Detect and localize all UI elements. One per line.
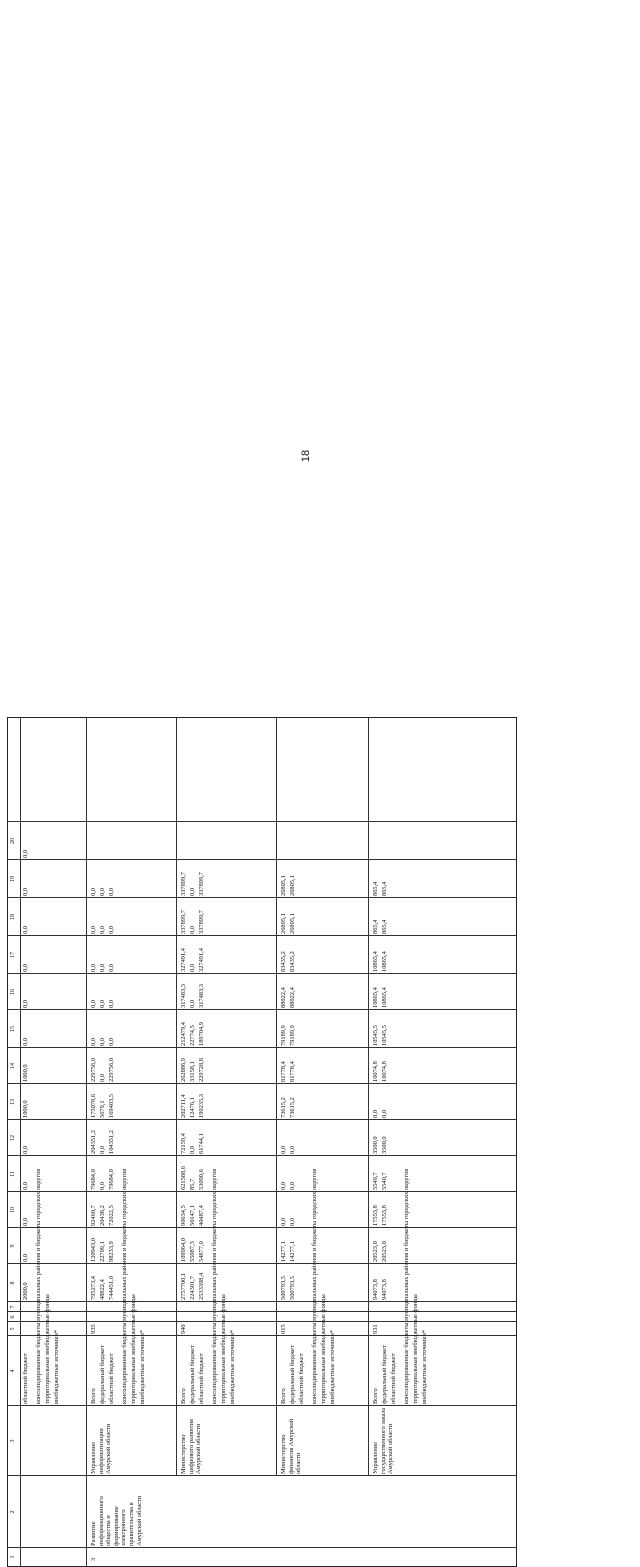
column-divider [8, 973, 516, 974]
source-label: территориальные внебюджетные фонды [130, 1294, 137, 1404]
cell-value: 337899,7 [198, 872, 205, 896]
cell-value: 795273,4 [90, 1276, 97, 1300]
program-name: Развитие информационного общества и формирование электронного правительства в Амурской области [90, 1495, 143, 1546]
header-cell: 10 [10, 1207, 16, 1213]
cell-value: 10865,4 [372, 987, 379, 1008]
cell-value: 94073,8 [372, 1279, 379, 1300]
executor-name: Министерство финансов Амурской области [280, 1418, 303, 1474]
source-label: областной бюджет [108, 1353, 115, 1404]
header-cell: 2 [10, 1510, 16, 1514]
cell-value: 33158,1 [189, 1061, 196, 1082]
cell-value: 0,0 [289, 1182, 296, 1190]
column-divider [8, 1405, 516, 1406]
source-label: консолидированные бюджеты муниципальных районов и бюджеты городских округов [211, 1168, 218, 1404]
cell-value: 0,0 [108, 1038, 115, 1046]
cell-value: 0,0 [108, 888, 115, 896]
source-label: консолидированные бюджеты муниципальных районов и бюджеты городских округов [311, 1168, 318, 1404]
column-divider [8, 1047, 516, 1048]
cell-value: 26805,1 [280, 913, 287, 934]
header-cell: 3 [10, 1439, 16, 1443]
cell-value: 224301,7 [189, 1276, 196, 1300]
cell-value: 81778,4 [280, 1061, 287, 1082]
cell-value: 72159,4 [180, 1133, 187, 1154]
source-label: внебюджетные источники* [139, 1329, 146, 1404]
cell-value: 20438,2 [99, 1205, 106, 1226]
cell-value: 5540,7 [381, 1172, 388, 1190]
cell-value: 53090,6 [198, 1169, 205, 1190]
cell-value: 337899,7 [180, 910, 187, 934]
row-divider [86, 718, 87, 1566]
source-label: федеральный бюджет [189, 1345, 196, 1404]
cell-value: 26805,1 [280, 875, 287, 896]
cell-value: 190235,3 [198, 1094, 205, 1118]
header-cell: 20 [10, 838, 16, 844]
column-divider [8, 1227, 516, 1228]
cell-value: 14277,1 [289, 1241, 296, 1262]
column-divider [8, 1321, 516, 1322]
cell-value: 500793,5 [280, 1276, 287, 1300]
header-cell: 16 [10, 989, 16, 995]
source-label: консолидированные бюджеты муниципальных районов и бюджеты городских округов [403, 1168, 410, 1404]
source-label: Всего [180, 1388, 187, 1404]
source-label: Всего [90, 1388, 97, 1404]
column-divider [8, 1155, 516, 1156]
cell-value: 3500,0 [381, 1136, 388, 1154]
budget-code: 940 [180, 1324, 187, 1334]
cell-value: 0,0 [189, 1000, 196, 1008]
cell-value: 83435,2 [289, 951, 296, 972]
cell-value: 10865,4 [372, 951, 379, 972]
table-grid [7, 717, 517, 1567]
cell-value: 317483,3 [180, 984, 187, 1008]
cell-value: 20523,0 [372, 1241, 379, 1262]
source-label: территориальные внебюджетные фонды [320, 1294, 327, 1404]
cell-value: 120943,0 [90, 1238, 97, 1262]
header-cell: 11 [10, 1171, 16, 1177]
cell-value: 10074,8 [372, 1061, 379, 1082]
cell-value: 0,0 [22, 1254, 29, 1262]
cell-value: 0,0 [22, 1218, 29, 1226]
cell-value: 744451,0 [108, 1276, 115, 1300]
cell-value: 0,0 [289, 1146, 296, 1154]
cell-value: 0,0 [22, 1038, 29, 1046]
source-label: Всего [280, 1388, 287, 1404]
cell-value: 0,0 [108, 926, 115, 934]
header-cell: 5 [10, 1327, 16, 1331]
cell-value: 337899,7 [198, 910, 205, 934]
cell-value: 337899,7 [180, 872, 187, 896]
cell-value: 169403,5 [108, 1094, 115, 1118]
cell-value: 0,0 [108, 964, 115, 972]
row-number: 3 [90, 1557, 97, 1561]
column-divider [8, 859, 516, 860]
cell-value: 327491,4 [180, 948, 187, 972]
cell-value: 0,0 [280, 1218, 287, 1226]
cell-value: 229728,8 [198, 1058, 205, 1082]
cell-value: 79189,9 [280, 1025, 287, 1046]
cell-value: 0,0 [90, 1000, 97, 1008]
source-label: федеральный бюджет [99, 1345, 106, 1404]
column-divider [8, 1301, 516, 1302]
row-divider [176, 718, 177, 1476]
cell-value: 10074,8 [381, 1061, 388, 1082]
cell-value: 0,0 [189, 1146, 196, 1154]
cell-value: 10865,4 [381, 951, 388, 972]
source-label: внебюджетные источники* [229, 1329, 236, 1404]
cell-value: 2000,0 [22, 1282, 29, 1300]
column-divider [8, 1119, 516, 1120]
cell-value: 85,7 [189, 1178, 196, 1190]
row-divider [368, 718, 369, 1476]
budget-code: 931 [372, 1324, 379, 1334]
cell-value: 0,0 [189, 926, 196, 934]
column-divider [8, 1335, 516, 1336]
cell-value: 10545,5 [381, 1025, 388, 1046]
cell-value: 98233,9 [108, 1241, 115, 1262]
source-label: территориальные внебюджетные фонды [412, 1294, 419, 1404]
cell-value: 81778,4 [289, 1061, 296, 1082]
cell-value: 2533398,4 [198, 1272, 205, 1300]
header-cell: 14 [10, 1063, 16, 1069]
cell-value: 0,0 [189, 964, 196, 972]
header-cell: 8 [10, 1281, 16, 1285]
cell-value: 22709,1 [99, 1241, 106, 1262]
cell-value: 55087,3 [189, 1241, 196, 1262]
cell-value: 79684,0 [90, 1169, 97, 1190]
cell-value: 79684,0 [108, 1169, 115, 1190]
cell-value: 2757700,1 [180, 1272, 187, 1300]
header-divider [20, 718, 21, 1566]
column-divider [8, 897, 516, 898]
cell-value: 79189,9 [289, 1025, 296, 1046]
cell-value: 0,0 [99, 888, 106, 896]
cell-value: 17553,8 [381, 1205, 388, 1226]
source-label: федеральный бюджет [289, 1345, 296, 1404]
cell-value: 621588,6 [180, 1166, 187, 1190]
column-divider [8, 1263, 516, 1264]
executor-name: Управление государственного заказа Амурской области [372, 1408, 395, 1474]
cell-value: 26805,1 [289, 913, 296, 934]
cell-value: 20523,0 [381, 1241, 388, 1262]
cell-value: 175078,6 [90, 1094, 97, 1118]
cell-value: 865,4 [372, 881, 379, 896]
column-divider [8, 1191, 516, 1192]
cell-value: 54877,0 [198, 1241, 205, 1262]
source-label: консолидированные бюджеты муниципальных районов и бюджеты городских округов [35, 1168, 42, 1404]
header-cell: 17 [10, 952, 16, 958]
cell-value: 94073,8 [381, 1279, 388, 1300]
cell-value: 14277,1 [280, 1241, 287, 1262]
header-cell: 6 [10, 1315, 16, 1319]
source-label: внебюджетные источники* [421, 1329, 428, 1404]
cell-value: 212479,4 [180, 1022, 187, 1046]
header-cell: 4 [10, 1369, 16, 1373]
source-label: внебюджетные источники* [329, 1329, 336, 1404]
cell-value: 10545,5 [372, 1025, 379, 1046]
header-cell: 15 [10, 1026, 16, 1032]
cell-value: 72022,5 [108, 1205, 115, 1226]
cell-value: 0,0 [22, 926, 29, 934]
header-cell: 13 [10, 1099, 16, 1105]
source-label: консолидированные бюджеты муниципальных районов и бюджеты городских округов [121, 1168, 128, 1404]
cell-value: 0,0 [22, 964, 29, 972]
source-label: территориальные внебюджетные фонды [44, 1294, 51, 1404]
header-cell: 9 [10, 1244, 16, 1248]
cell-value: 50147,1 [189, 1205, 196, 1226]
column-divider [8, 935, 516, 936]
cell-value: 0,0 [22, 850, 29, 858]
source-label: федеральный бюджет [381, 1345, 388, 1404]
source-label: областной бюджет [390, 1353, 397, 1404]
source-label: Всего [372, 1388, 379, 1404]
source-label: внебюджетные источники* [53, 1329, 60, 1404]
cell-value: 0,0 [99, 964, 106, 972]
cell-value: 865,4 [372, 919, 379, 934]
cell-value: 0,0 [381, 1110, 388, 1118]
cell-value: 229756,0 [90, 1058, 97, 1082]
row-divider [276, 718, 277, 1476]
cell-value: 0,0 [99, 1182, 106, 1190]
cell-value: 88022,4 [289, 987, 296, 1008]
cell-value: 0,0 [22, 888, 29, 896]
column-divider [8, 1475, 516, 1476]
cell-value: 0,0 [90, 888, 97, 896]
cell-value: 83435,2 [280, 951, 287, 972]
cell-value: 0,0 [280, 1146, 287, 1154]
cell-value: 5540,7 [372, 1172, 379, 1190]
cell-value: 1000,0 [22, 1064, 29, 1082]
cell-value: 262886,9 [180, 1058, 187, 1082]
executor-name: Министерство цифрового развития Амурской области [180, 1419, 203, 1474]
budget-code: 935 [90, 1324, 97, 1334]
cell-value: 17553,8 [372, 1205, 379, 1226]
cell-value: 1000,0 [22, 1100, 29, 1118]
cell-value: 865,4 [381, 919, 388, 934]
cell-value: 40487,4 [198, 1205, 205, 1226]
cell-value: 5679,1 [99, 1100, 106, 1118]
header-cell: 18 [10, 914, 16, 920]
column-divider [8, 821, 516, 822]
source-label: областной бюджет [22, 1353, 29, 1404]
cell-value: 0,0 [22, 1000, 29, 1008]
cell-value: 88022,4 [280, 987, 287, 1008]
cell-value: 0,0 [280, 1182, 287, 1190]
cell-value: 204351,2 [90, 1130, 97, 1154]
header-cell: 7 [10, 1305, 16, 1309]
source-label: территориальные внебюджетные фонды [220, 1294, 227, 1404]
cell-value: 0,0 [372, 1110, 379, 1118]
column-divider [8, 1083, 516, 1084]
cell-value: 0,0 [99, 1038, 106, 1046]
cell-value: 12476,1 [189, 1097, 196, 1118]
cell-value: 0,0 [108, 1000, 115, 1008]
budget-table [7, 717, 517, 1567]
source-label: областной бюджет [298, 1353, 305, 1404]
page-number: 18 [300, 449, 313, 463]
header-cell: 1 [10, 1555, 16, 1559]
header-cell: 19 [10, 876, 16, 882]
cell-value: 0,0 [22, 1182, 29, 1190]
cell-value: 0,0 [99, 1146, 106, 1154]
cell-value: 0,0 [90, 964, 97, 972]
cell-value: 73615,2 [280, 1097, 287, 1118]
cell-value: 90634,5 [180, 1205, 187, 1226]
cell-value: 3500,0 [372, 1136, 379, 1154]
cell-value: 202711,4 [180, 1094, 187, 1118]
cell-value: 109964,0 [180, 1238, 187, 1262]
cell-value: 61744,1 [198, 1133, 205, 1154]
cell-value: 0,0 [22, 1146, 29, 1154]
executor-name: Управление информатизации Амурской области [90, 1423, 113, 1474]
column-divider [8, 1547, 516, 1548]
column-divider [8, 1311, 516, 1312]
cell-value: 104351,2 [108, 1130, 115, 1154]
cell-value: 327491,4 [198, 948, 205, 972]
cell-value: 10865,4 [381, 987, 388, 1008]
budget-code: 015 [280, 1324, 287, 1334]
cell-value: 229756,0 [108, 1058, 115, 1082]
cell-value: 92460,7 [90, 1205, 97, 1226]
cell-value: 26805,1 [289, 875, 296, 896]
cell-value: 73615,2 [289, 1097, 296, 1118]
cell-value: 22774,5 [189, 1025, 196, 1046]
cell-value: 0,0 [99, 926, 106, 934]
column-divider [8, 1009, 516, 1010]
cell-value: 0,0 [90, 926, 97, 934]
cell-value: 0,0 [99, 1074, 106, 1082]
cell-value: 0,0 [90, 1038, 97, 1046]
cell-value: 0,0 [189, 888, 196, 896]
cell-value: 48822,4 [99, 1279, 106, 1300]
cell-value: 317483,3 [198, 984, 205, 1008]
cell-value: 0,0 [99, 1000, 106, 1008]
cell-value: 865,4 [381, 881, 388, 896]
cell-value: 189704,9 [198, 1022, 205, 1046]
header-cell: 12 [10, 1135, 16, 1141]
cell-value: 0,0 [289, 1218, 296, 1226]
cell-value: 500793,5 [289, 1276, 296, 1300]
source-label: областной бюджет [198, 1353, 205, 1404]
